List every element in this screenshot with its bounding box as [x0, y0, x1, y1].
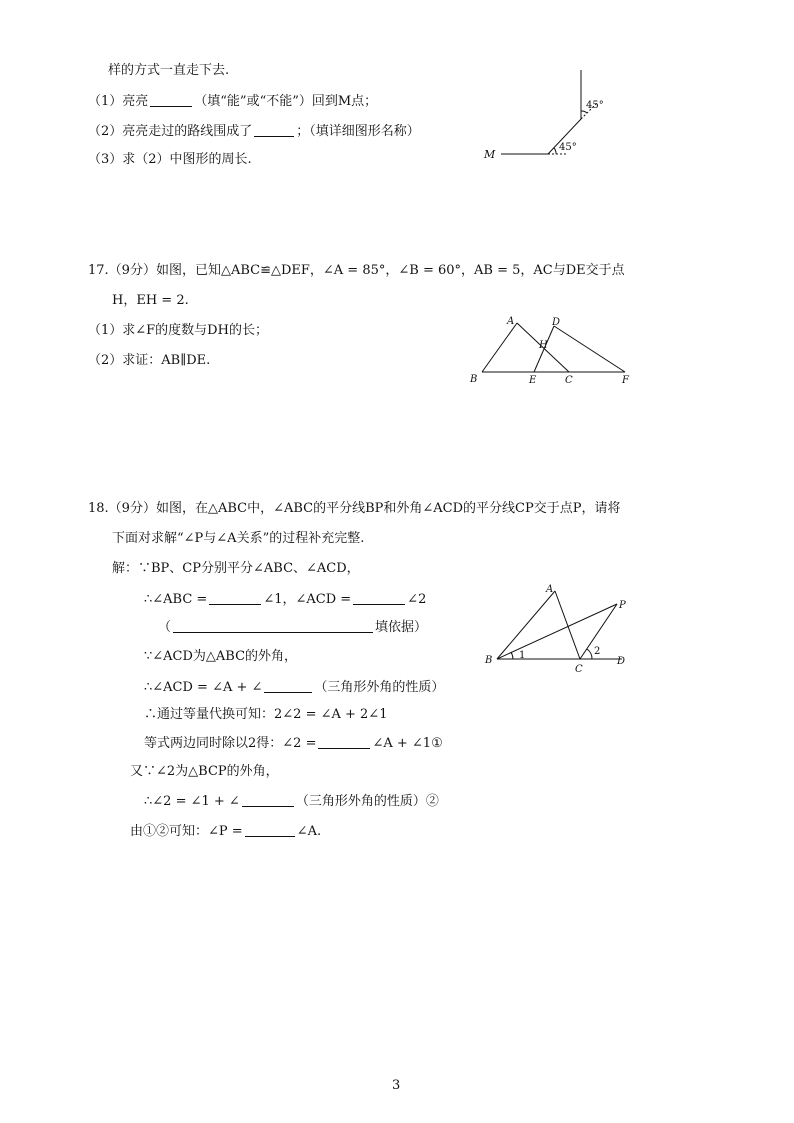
q16-angle-arc-top: [581, 111, 587, 113]
q18-step9-a: ∴∠2 = ∠1 + ∠: [144, 794, 240, 809]
q17-line-df: [554, 326, 625, 372]
q18-label-1: 1: [519, 650, 526, 661]
page-number: 3: [392, 1078, 401, 1093]
q18-line-ba: [497, 591, 555, 659]
q18-step9-b: （三角形外角的性质）②: [295, 794, 439, 809]
q18-step5-b: （三角形外角的性质）: [314, 680, 445, 695]
q16-part1-text-b: （填“能”或“不能”）回到M点；: [194, 94, 378, 109]
q18-angle-arc-1: [511, 652, 513, 659]
q18-blank-2[interactable]: [353, 590, 405, 605]
q17-label-f: F: [622, 375, 629, 386]
q16-part1-text-a: （1）亮亮: [88, 94, 149, 109]
q16-label-angle-top: 45°: [586, 100, 604, 111]
q17-line-ab: [482, 323, 517, 372]
q18-figure: [480, 578, 640, 678]
q18-step10-a: 由①②可知：∠P =: [130, 824, 243, 839]
q18-step3-a: （: [158, 620, 172, 635]
q17-figure: [462, 310, 642, 390]
q18-step3: [158, 618, 427, 637]
q18-step8: 又∵∠2为△BCP的外角，: [130, 764, 279, 779]
q18-label-p: P: [619, 600, 626, 611]
q18-step5: [144, 678, 444, 697]
q16-part2-blank[interactable]: [254, 122, 294, 137]
q18-label-d: D: [617, 656, 626, 667]
q18-step2: [144, 590, 426, 609]
q17-label-b: B: [470, 374, 478, 385]
q18-blank-4[interactable]: [318, 734, 370, 749]
q17-label-c: C: [565, 375, 573, 386]
q18-step2-a: ∴∠ABC =: [144, 592, 208, 607]
q18-step10-b: ∠A.: [296, 824, 322, 839]
q17-part2: （2）求证：AB∥DE.: [88, 353, 211, 368]
q18-blank-basis[interactable]: [173, 618, 373, 633]
q17-stem-line1: 17.（9分）如图，已知△ABC≌△DEF，∠A = 85°，∠B = 60°，AB = 5，AC与DE交于点: [88, 263, 625, 278]
q18-step6: ∴通过等量代换可知：2∠2 = ∠A + 2∠1: [144, 707, 388, 722]
q18-step5-a: ∴∠ACD = ∠A + ∠: [144, 680, 263, 695]
q17-label-a: A: [507, 316, 515, 327]
q17-label-h: H: [539, 340, 548, 351]
q18-blank-3[interactable]: [264, 678, 312, 693]
q18-label-b: B: [485, 655, 493, 666]
q18-blank-1[interactable]: [209, 590, 261, 605]
q18-step2-c: ∠2: [407, 592, 427, 607]
q17-label-e: E: [529, 375, 537, 386]
q16-label-m: M: [484, 148, 496, 161]
q18-stem-line2: 下面对求解“∠P与∠A关系”的过程补充完整.: [112, 531, 365, 546]
q16-part1-blank[interactable]: [150, 92, 192, 107]
q18-step10: [130, 822, 321, 841]
q18-angle-arc-2: [587, 649, 592, 659]
q16-part1: [88, 92, 377, 111]
q18-step7-a: 等式两边同时除以2得：∠2 =: [144, 736, 317, 751]
q18-line-ac: [555, 591, 580, 659]
q17-label-d: D: [552, 317, 561, 328]
q18-label-c: C: [575, 664, 583, 675]
q16-label-angle-bottom: 45°: [559, 142, 577, 153]
q18-step3-b: 填依据）: [375, 620, 428, 635]
q18-step4: ∵∠ACD为△ABC的外角，: [144, 649, 298, 664]
q18-label-2: 2: [594, 646, 601, 657]
q17-stem-line2: H，EH = 2.: [112, 293, 189, 308]
q18-step9: [144, 792, 439, 811]
q18-step7-b: ∠A + ∠1①: [372, 736, 443, 751]
q16-part3: （3）求（2）中图形的周长.: [88, 152, 252, 167]
q16-part2-text-a: （2）亮亮走过的路线围成了: [88, 124, 253, 139]
q16-intro: 样的方式一直走下去.: [108, 63, 230, 78]
q18-label-a: A: [546, 584, 554, 595]
q16-part2-text-b: ；（填详细图形名称）: [296, 124, 420, 139]
q17-part1: （1）求∠F的度数与DH的长；: [88, 323, 268, 338]
q16-part2: [88, 122, 420, 141]
q16-figure: [480, 66, 620, 166]
q18-step7: [144, 734, 443, 753]
q16-angle-arc-bottom: [554, 148, 556, 154]
q18-blank-5[interactable]: [242, 792, 294, 807]
q18-blank-6[interactable]: [245, 822, 295, 837]
q18-step1: 解：∵BP、CP分别平分∠ABC、∠ACD，: [112, 561, 360, 576]
q18-step2-b: ∠1，∠ACD =: [263, 592, 352, 607]
q18-stem-line1: 18.（9分）如图，在△ABC中，∠ABC的平分线BP和外角∠ACD的平分线CP交于点P，请将: [88, 501, 621, 516]
